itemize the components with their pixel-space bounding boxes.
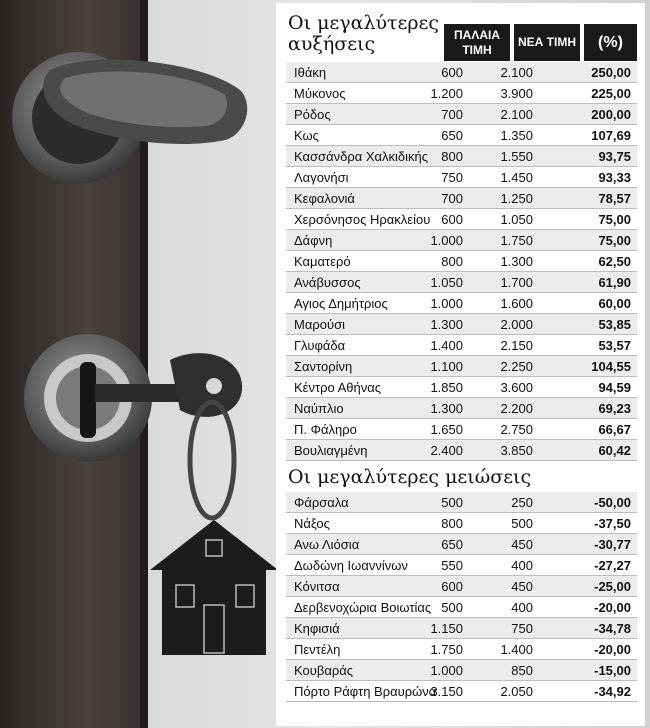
cell-area-name: Πόρτο Ράφτη Βραυρώνα (294, 684, 437, 699)
cell-percent-change: -20,00 (594, 642, 631, 657)
cell-old-price: 1.650 (430, 422, 463, 437)
cell-new-price: 450 (511, 579, 533, 594)
cell-new-price: 450 (511, 537, 533, 552)
cell-percent-change: 225,00 (591, 86, 631, 101)
cell-area-name: Καματερό (294, 254, 351, 269)
table-row (286, 492, 637, 512)
table-row (286, 251, 637, 271)
cell-area-name: Κως (294, 128, 319, 143)
cell-percent-change: 60,00 (598, 296, 631, 311)
cell-old-price: 800 (441, 254, 463, 269)
cell-old-price: 1.000 (430, 296, 463, 311)
table-row (286, 314, 637, 334)
cell-area-name: Κηφισιά (294, 621, 340, 636)
cell-new-price: 850 (511, 663, 533, 678)
column-header-percent: (%) (584, 24, 637, 61)
cell-percent-change: 69,23 (598, 401, 631, 416)
cell-new-price: 1.250 (500, 191, 533, 206)
table-row (286, 83, 637, 103)
column-header-new-price: ΝΕΑ ΤΙΜΗ (514, 24, 580, 61)
cell-old-price: 550 (441, 558, 463, 573)
cell-old-price: 650 (441, 537, 463, 552)
table-row (286, 639, 637, 659)
cell-percent-change: 93,75 (598, 149, 631, 164)
cell-new-price: 1.700 (500, 275, 533, 290)
cell-old-price: 750 (441, 170, 463, 185)
cell-old-price: 800 (441, 516, 463, 531)
cell-percent-change: 60,42 (598, 443, 631, 458)
cell-new-price: 1.450 (500, 170, 533, 185)
cell-old-price: 1.300 (430, 401, 463, 416)
table-row (286, 681, 637, 701)
cell-new-price: 2.150 (500, 338, 533, 353)
cell-percent-change: 61,90 (598, 275, 631, 290)
cell-percent-change: 66,67 (598, 422, 631, 437)
table-row (286, 377, 637, 397)
cell-area-name: Κουβαράς (294, 663, 354, 678)
cell-area-name: Π. Φάληρο (294, 422, 357, 437)
cell-old-price: 1.200 (430, 86, 463, 101)
cell-area-name: Μαρούσι (294, 317, 345, 332)
cell-percent-change: -50,00 (594, 495, 631, 510)
cell-old-price: 600 (441, 65, 463, 80)
cell-percent-change: 75,00 (598, 233, 631, 248)
cell-percent-change: 62,50 (598, 254, 631, 269)
cell-old-price: 1.000 (430, 233, 463, 248)
cell-area-name: Γλυφάδα (294, 338, 346, 353)
cell-new-price: 2.100 (500, 65, 533, 80)
cell-new-price: 2.750 (500, 422, 533, 437)
decreases-title: Οι μεγαλύτερες μειώσεις (288, 466, 532, 488)
cell-new-price: 2.050 (500, 684, 533, 699)
cell-old-price: 650 (441, 128, 463, 143)
cell-old-price: 1.850 (430, 380, 463, 395)
cell-area-name: Δάφνη (294, 233, 333, 248)
cell-area-name: Ρόδος (294, 107, 331, 122)
cell-percent-change: 53,85 (598, 317, 631, 332)
table-row (286, 555, 637, 575)
increases-title-line1: Οι μεγαλύτερες (288, 12, 440, 34)
cell-percent-change: -34,78 (594, 621, 631, 636)
cell-new-price: 3.600 (500, 380, 533, 395)
cell-percent-change: 107,69 (591, 128, 631, 143)
table-row (286, 209, 637, 229)
cell-percent-change: -34,92 (594, 684, 631, 699)
cell-area-name: Πεντέλη (294, 642, 341, 657)
cell-area-name: Ανάβυσσος (294, 275, 361, 290)
table-row (286, 419, 637, 439)
cell-new-price: 1.050 (500, 212, 533, 227)
cell-area-name: Ανω Λιόσια (294, 537, 360, 552)
table-row (286, 576, 637, 596)
cell-new-price: 3.850 (500, 443, 533, 458)
cell-area-name: Νάξος (294, 516, 330, 531)
cell-percent-change: 78,57 (598, 191, 631, 206)
row-divider (286, 460, 637, 461)
cell-area-name: Κέντρο Αθήνας (294, 380, 382, 395)
cell-old-price: 1.750 (430, 642, 463, 657)
cell-old-price: 2.400 (430, 443, 463, 458)
table-row (286, 188, 637, 208)
cell-area-name: Λαγονήσι (294, 170, 349, 185)
cell-new-price: 2.200 (500, 401, 533, 416)
cell-old-price: 700 (441, 107, 463, 122)
table-row (286, 146, 637, 166)
cell-area-name: Ναύπλιο (294, 401, 344, 416)
cell-old-price: 1.400 (430, 338, 463, 353)
cell-percent-change: 94,59 (598, 380, 631, 395)
table-row (286, 597, 637, 617)
cell-new-price: 2.000 (500, 317, 533, 332)
table-row (286, 335, 637, 355)
row-divider (286, 701, 637, 702)
cell-old-price: 800 (441, 149, 463, 164)
cell-new-price: 1.300 (500, 254, 533, 269)
cell-old-price: 700 (441, 191, 463, 206)
cell-new-price: 400 (511, 600, 533, 615)
cell-percent-change: 93,33 (598, 170, 631, 185)
table-row (286, 293, 637, 313)
cell-area-name: Αγιος Δημήτριος (294, 296, 388, 311)
cell-old-price: 500 (441, 600, 463, 615)
cell-old-price: 600 (441, 579, 463, 594)
table-row (286, 167, 637, 187)
cell-new-price: 1.600 (500, 296, 533, 311)
cell-percent-change: -27,27 (594, 558, 631, 573)
cell-percent-change: 53,57 (598, 338, 631, 353)
cell-area-name: Χερσόνησος Ηρακλείου (294, 212, 431, 227)
table-row (286, 125, 637, 145)
cell-new-price: 250 (511, 495, 533, 510)
increases-title-line2: αυξήσεις (288, 33, 376, 55)
table-row (286, 513, 637, 533)
table-row (286, 356, 637, 376)
cell-old-price: 1.300 (430, 317, 463, 332)
cell-area-name: Σαντορίνη (294, 359, 353, 374)
cell-old-price: 1.150 (430, 621, 463, 636)
cell-old-price: 1.050 (430, 275, 463, 290)
table-row (286, 62, 637, 82)
cell-new-price: 1.400 (500, 642, 533, 657)
cell-percent-change: -37,50 (594, 516, 631, 531)
cell-new-price: 1.550 (500, 149, 533, 164)
cell-new-price: 1.350 (500, 128, 533, 143)
cell-old-price: 3.150 (430, 684, 463, 699)
table-row (286, 660, 637, 680)
cell-new-price: 500 (511, 516, 533, 531)
column-header-old-price: ΠΑΛΑΙΑ ΤΙΜΗ (444, 24, 510, 61)
cell-area-name: Κεφαλονιά (294, 191, 355, 206)
cell-new-price: 750 (511, 621, 533, 636)
cell-old-price: 600 (441, 212, 463, 227)
table-row (286, 230, 637, 250)
cell-area-name: Φάρσαλα (294, 495, 349, 510)
cell-area-name: Μύκονος (294, 86, 346, 101)
cell-percent-change: -25,00 (594, 579, 631, 594)
cell-area-name: Κασσάνδρα Χαλκιδικής (294, 149, 429, 164)
cell-percent-change: -15,00 (594, 663, 631, 678)
cell-percent-change: -30,77 (594, 537, 631, 552)
cell-new-price: 3.900 (500, 86, 533, 101)
table-row (286, 618, 637, 638)
cell-area-name: Βουλιαγμένη (294, 443, 368, 458)
cell-percent-change: 250,00 (591, 65, 631, 80)
cell-new-price: 2.250 (500, 359, 533, 374)
cell-percent-change: 200,00 (591, 107, 631, 122)
cell-area-name: Ιθάκη (294, 65, 327, 80)
table-row (286, 440, 637, 460)
table-row (286, 104, 637, 124)
cell-percent-change: -20,00 (594, 600, 631, 615)
cell-area-name: Δερβενοχώρια Βοιωτίας (294, 600, 432, 615)
cell-area-name: Κόνιτσα (294, 579, 340, 594)
cell-new-price: 2.100 (500, 107, 533, 122)
table-row (286, 398, 637, 418)
cell-area-name: Δωδώνη Ιωαννίνων (294, 558, 408, 573)
cell-new-price: 400 (511, 558, 533, 573)
cell-old-price: 1.100 (430, 359, 463, 374)
cell-percent-change: 104,55 (591, 359, 631, 374)
price-table-panel (276, 3, 645, 726)
cell-percent-change: 75,00 (598, 212, 631, 227)
table-row (286, 534, 637, 554)
cell-old-price: 500 (441, 495, 463, 510)
cell-new-price: 1.750 (500, 233, 533, 248)
cell-old-price: 1.000 (430, 663, 463, 678)
table-row (286, 272, 637, 292)
